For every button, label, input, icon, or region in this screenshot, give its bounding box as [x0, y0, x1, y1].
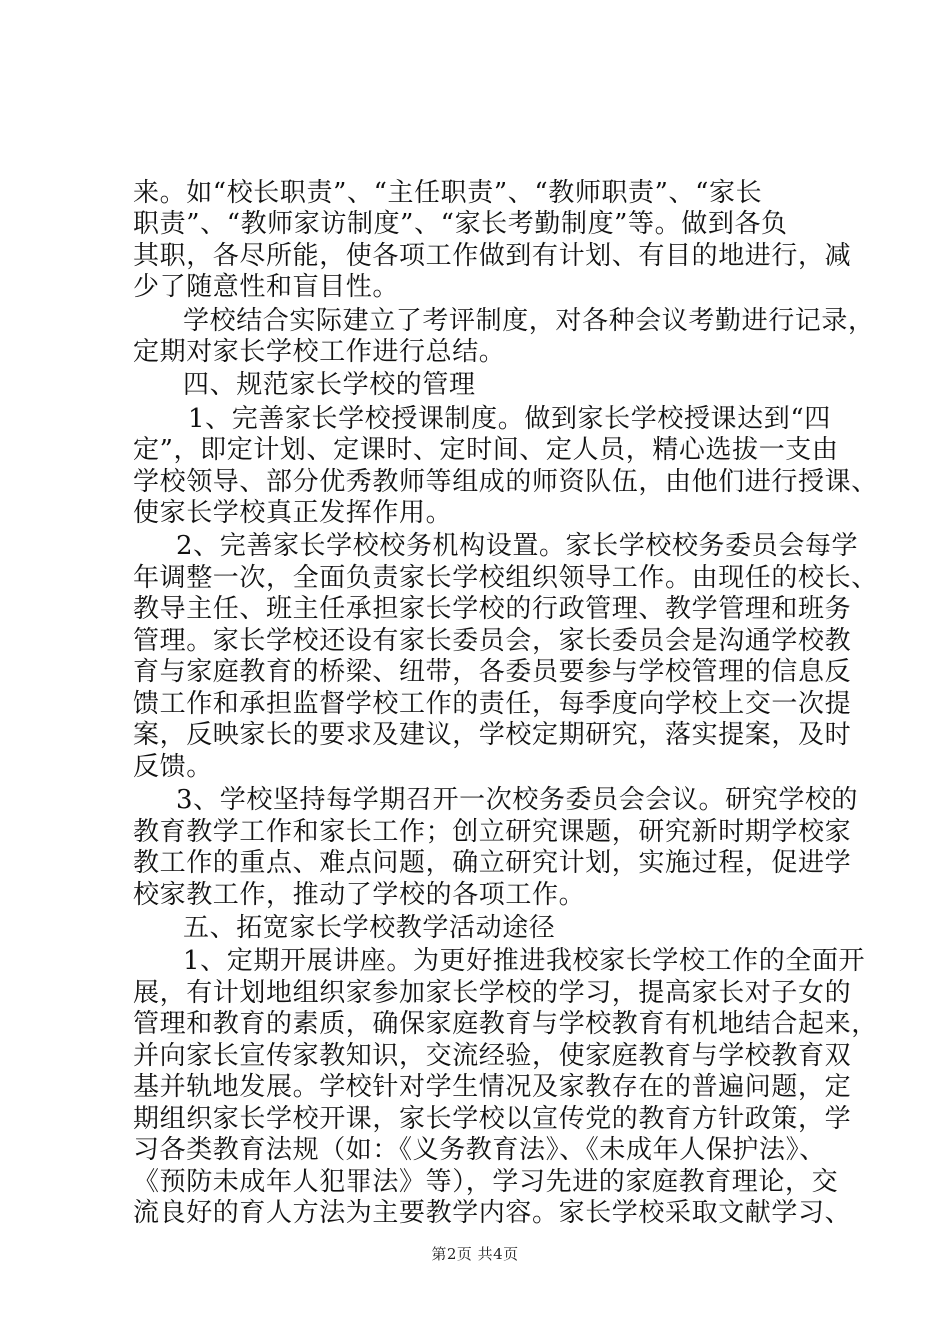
text-line: 定期对家长学校工作进行总结。 — [133, 337, 506, 368]
text-line: 育与家庭教育的桥梁、纽带，各委员要参与学校管理的信息反 — [133, 657, 852, 688]
paragraph-start-line: 1、定期开展讲座。为更好推进我校家长学校工作的全面开 — [183, 946, 866, 977]
text-line: 教工作的重点、难点问题，确立研究计划，实施过程，促进学 — [133, 848, 852, 879]
text-line: 定”，即定计划、定课时、定时间、定人员，精心选拔一支由 — [133, 435, 839, 466]
text-line: 其职，各尽所能，使各项工作做到有计划、有目的地进行，减 — [133, 240, 852, 271]
text-line: 教育教学工作和家长工作；创立研究课题，研究新时期学校家 — [133, 816, 852, 847]
text-line: 馈工作和承担监督学校工作的责任，每季度向学校上交一次提 — [133, 688, 852, 719]
text-line: 并向家长宣传家教知识，交流经验，使家庭教育与学校教育双 — [133, 1040, 852, 1071]
text-line: 校家教工作，推动了学校的各项工作。 — [133, 879, 586, 910]
text-line: 少了随意性和盲目性。 — [133, 272, 400, 303]
text-line: 习各类教育法规（如：《义务教育法》、《未成年人保护法》、 — [133, 1135, 826, 1165]
section-heading: 五、拓宽家长学校教学活动途径 — [183, 912, 556, 943]
text-line: 基并轨地发展。学校针对学生情况及家教存在的普遍问题，定 — [133, 1072, 852, 1103]
text-line: 管理和教育的素质，确保家庭教育与学校教育有机地结合起来， — [133, 1009, 878, 1040]
text-line: 《预防未成年人犯罪法》等），学习先进的家庭教育理论，交 — [133, 1166, 839, 1197]
paragraph-start-line: 3、学校坚持每学期召开一次校务委员会会议。研究学校的 — [176, 785, 859, 816]
text-line: 来。如“校长职责”、“主任职责”、“教师职责”、“家长 — [133, 178, 763, 208]
text-line: 展，有计划地组织家参加家长学校的学习，提高家长对子女的 — [133, 977, 852, 1008]
text-line: 学校领导、部分优秀教师等组成的师资队伍，由他们进行授课、 — [133, 466, 878, 497]
paragraph-start-line: 2、完善家长学校校务机构设置。家长学校校务委员会每学 — [176, 531, 859, 562]
paragraph-start-line: 学校结合实际建立了考评制度，对各种会议考勤进行记录， — [183, 305, 875, 336]
text-line: 年调整一次，全面负责家长学校组织领导工作。由现任的校长、 — [133, 562, 878, 593]
section-heading: 四、规范家长学校的管理 — [183, 370, 476, 401]
text-line: 反馈。 — [133, 751, 213, 782]
text-line: 期组织家长学校开课，家长学校以宣传党的教育方针政策，学 — [133, 1103, 852, 1134]
text-line: 职责”、“教师家访制度”、“家长考勤制度”等。做到各负 — [133, 209, 788, 240]
paragraph-start-line: 1、完善家长学校授课制度。做到家长学校授课达到“四 — [188, 403, 831, 434]
text-line: 使家长学校真正发挥作用。 — [133, 498, 453, 529]
page-number-footer: 第2页 共4页 — [431, 1245, 519, 1263]
text-line: 教导主任、班主任承担家长学校的行政管理、教学管理和班务 — [133, 594, 852, 625]
text-line: 流良好的育人方法为主要教学内容。家长学校采取文献学习、 — [133, 1198, 852, 1228]
text-line: 管理。家长学校还设有家长委员会，家长委员会是沟通学校教 — [133, 625, 852, 656]
text-line: 案，反映家长的要求及建议，学校定期研究，落实提案，及时 — [133, 720, 852, 751]
